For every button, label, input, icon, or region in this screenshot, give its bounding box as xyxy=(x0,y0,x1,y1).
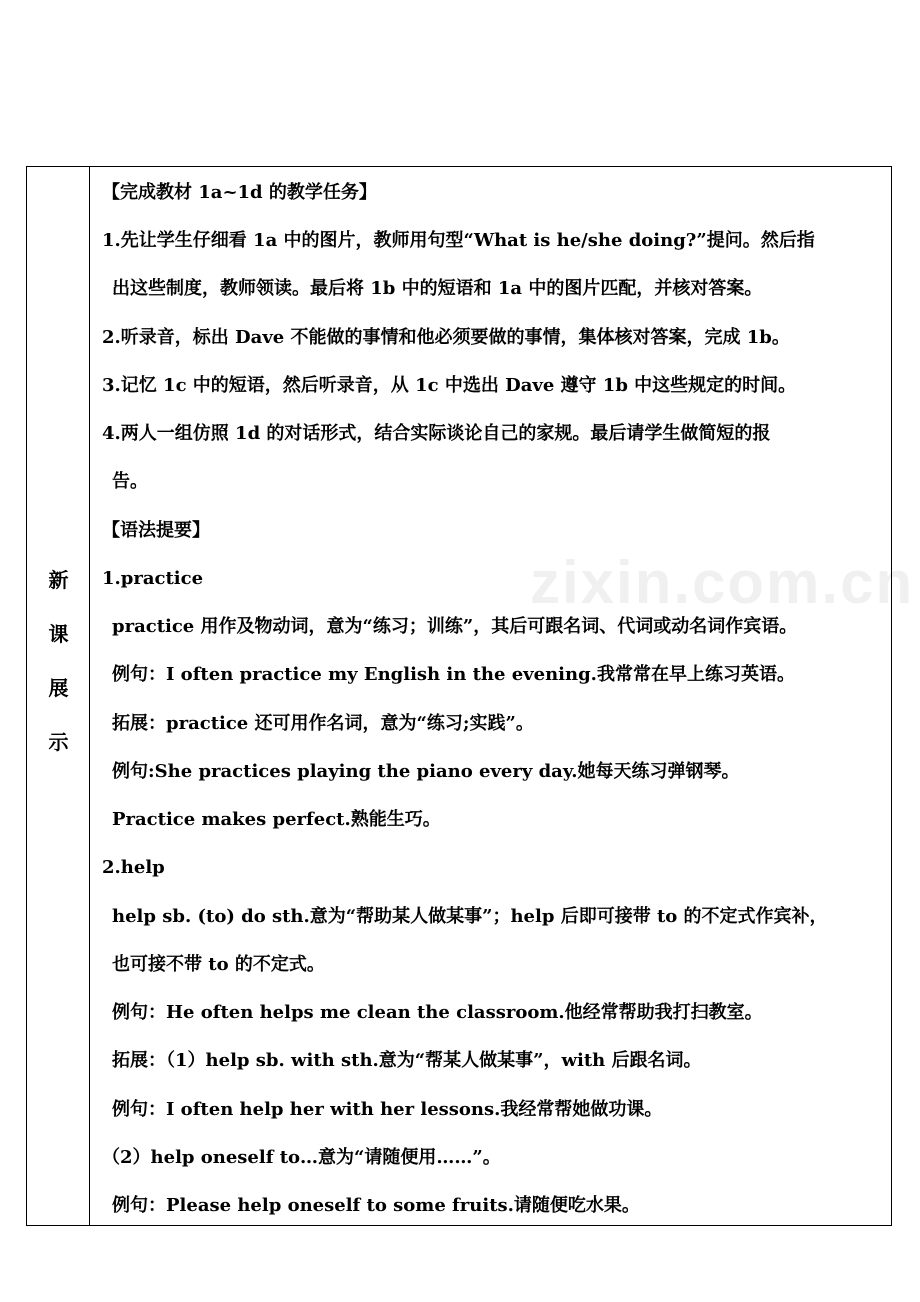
practice-definition: practice 用作及物动词，意为“练习；训练”，其后可跟名词、代词或动名词作宾语。 xyxy=(112,616,798,637)
watermark-logo: zixin.com.cn xyxy=(530,549,915,616)
step-4-text-cont: 告。 xyxy=(112,471,148,492)
step-1-text: 1.先让学生仔细看 1a 中的图片，教师用句型“What is he/she doing?”提问。然后指 xyxy=(102,230,815,251)
help-extension-1: 拓展：（1）help sb. with sth.意为“帮某人做某事”，with 后跟名词。 xyxy=(112,1050,702,1071)
step-3-text: 3.记忆 1c 中的短语，然后听录音，从 1c 中选出 Dave 遵守 1b 中这些规定的时间。 xyxy=(102,375,797,396)
help-example-2: 例句：I often help her with her lessons.我经常帮她做功课。 xyxy=(112,1099,663,1120)
help-example-3: 例句：Please help oneself to some fruits.请随便吃水果。 xyxy=(112,1195,640,1216)
help-heading: 2.help xyxy=(102,857,165,878)
task-heading: 【完成教材 1a~1d 的教学任务】 xyxy=(102,182,377,203)
section-label-char: 展 xyxy=(48,676,69,700)
practice-example: 例句：I often practice my English in the evening.我常常在早上练习英语。 xyxy=(112,664,795,685)
help-definition-cont: 也可接不带 to 的不定式。 xyxy=(112,954,325,975)
help-example: 例句：He often helps me clean the classroom.他经常帮助我打扫教室。 xyxy=(112,1002,763,1023)
practice-proverb: Practice makes perfect.熟能生巧。 xyxy=(112,809,441,830)
step-1-text-cont: 出这些制度，教师领读。最后将 1b 中的短语和 1a 中的图片匹配，并核对答案。 xyxy=(112,278,763,299)
practice-example-2: 例句:She practices playing the piano every day.她每天练习弹钢琴。 xyxy=(112,761,740,782)
section-label-cell xyxy=(27,167,90,1225)
practice-extension: 拓展：practice 还可用作名词，意为“练习;实践”。 xyxy=(112,713,534,734)
content-cell xyxy=(90,167,891,1225)
step-4-text: 4.两人一组仿照 1d 的对话形式，结合实际谈论自己的家规。最后请学生做简短的报 xyxy=(102,423,771,444)
help-extension-2: （2）help oneself to…意为“请随便用……”。 xyxy=(102,1147,501,1168)
section-label-char: 示 xyxy=(48,730,69,754)
practice-heading: 1.practice xyxy=(102,568,204,589)
section-label-char: 课 xyxy=(48,622,69,646)
grammar-heading: 【语法提要】 xyxy=(102,520,210,541)
lesson-table xyxy=(26,166,892,1226)
step-2-text: 2.听录音，标出 Dave 不能做的事情和他必须要做的事情，集体核对答案，完成 1b。 xyxy=(102,327,790,348)
section-label-char: 新 xyxy=(48,568,69,592)
section-label xyxy=(27,553,90,769)
help-definition: help sb. (to) do sth.意为“帮助某人做某事”；help 后即可接带 to 的不定式作宾补， xyxy=(112,906,828,927)
